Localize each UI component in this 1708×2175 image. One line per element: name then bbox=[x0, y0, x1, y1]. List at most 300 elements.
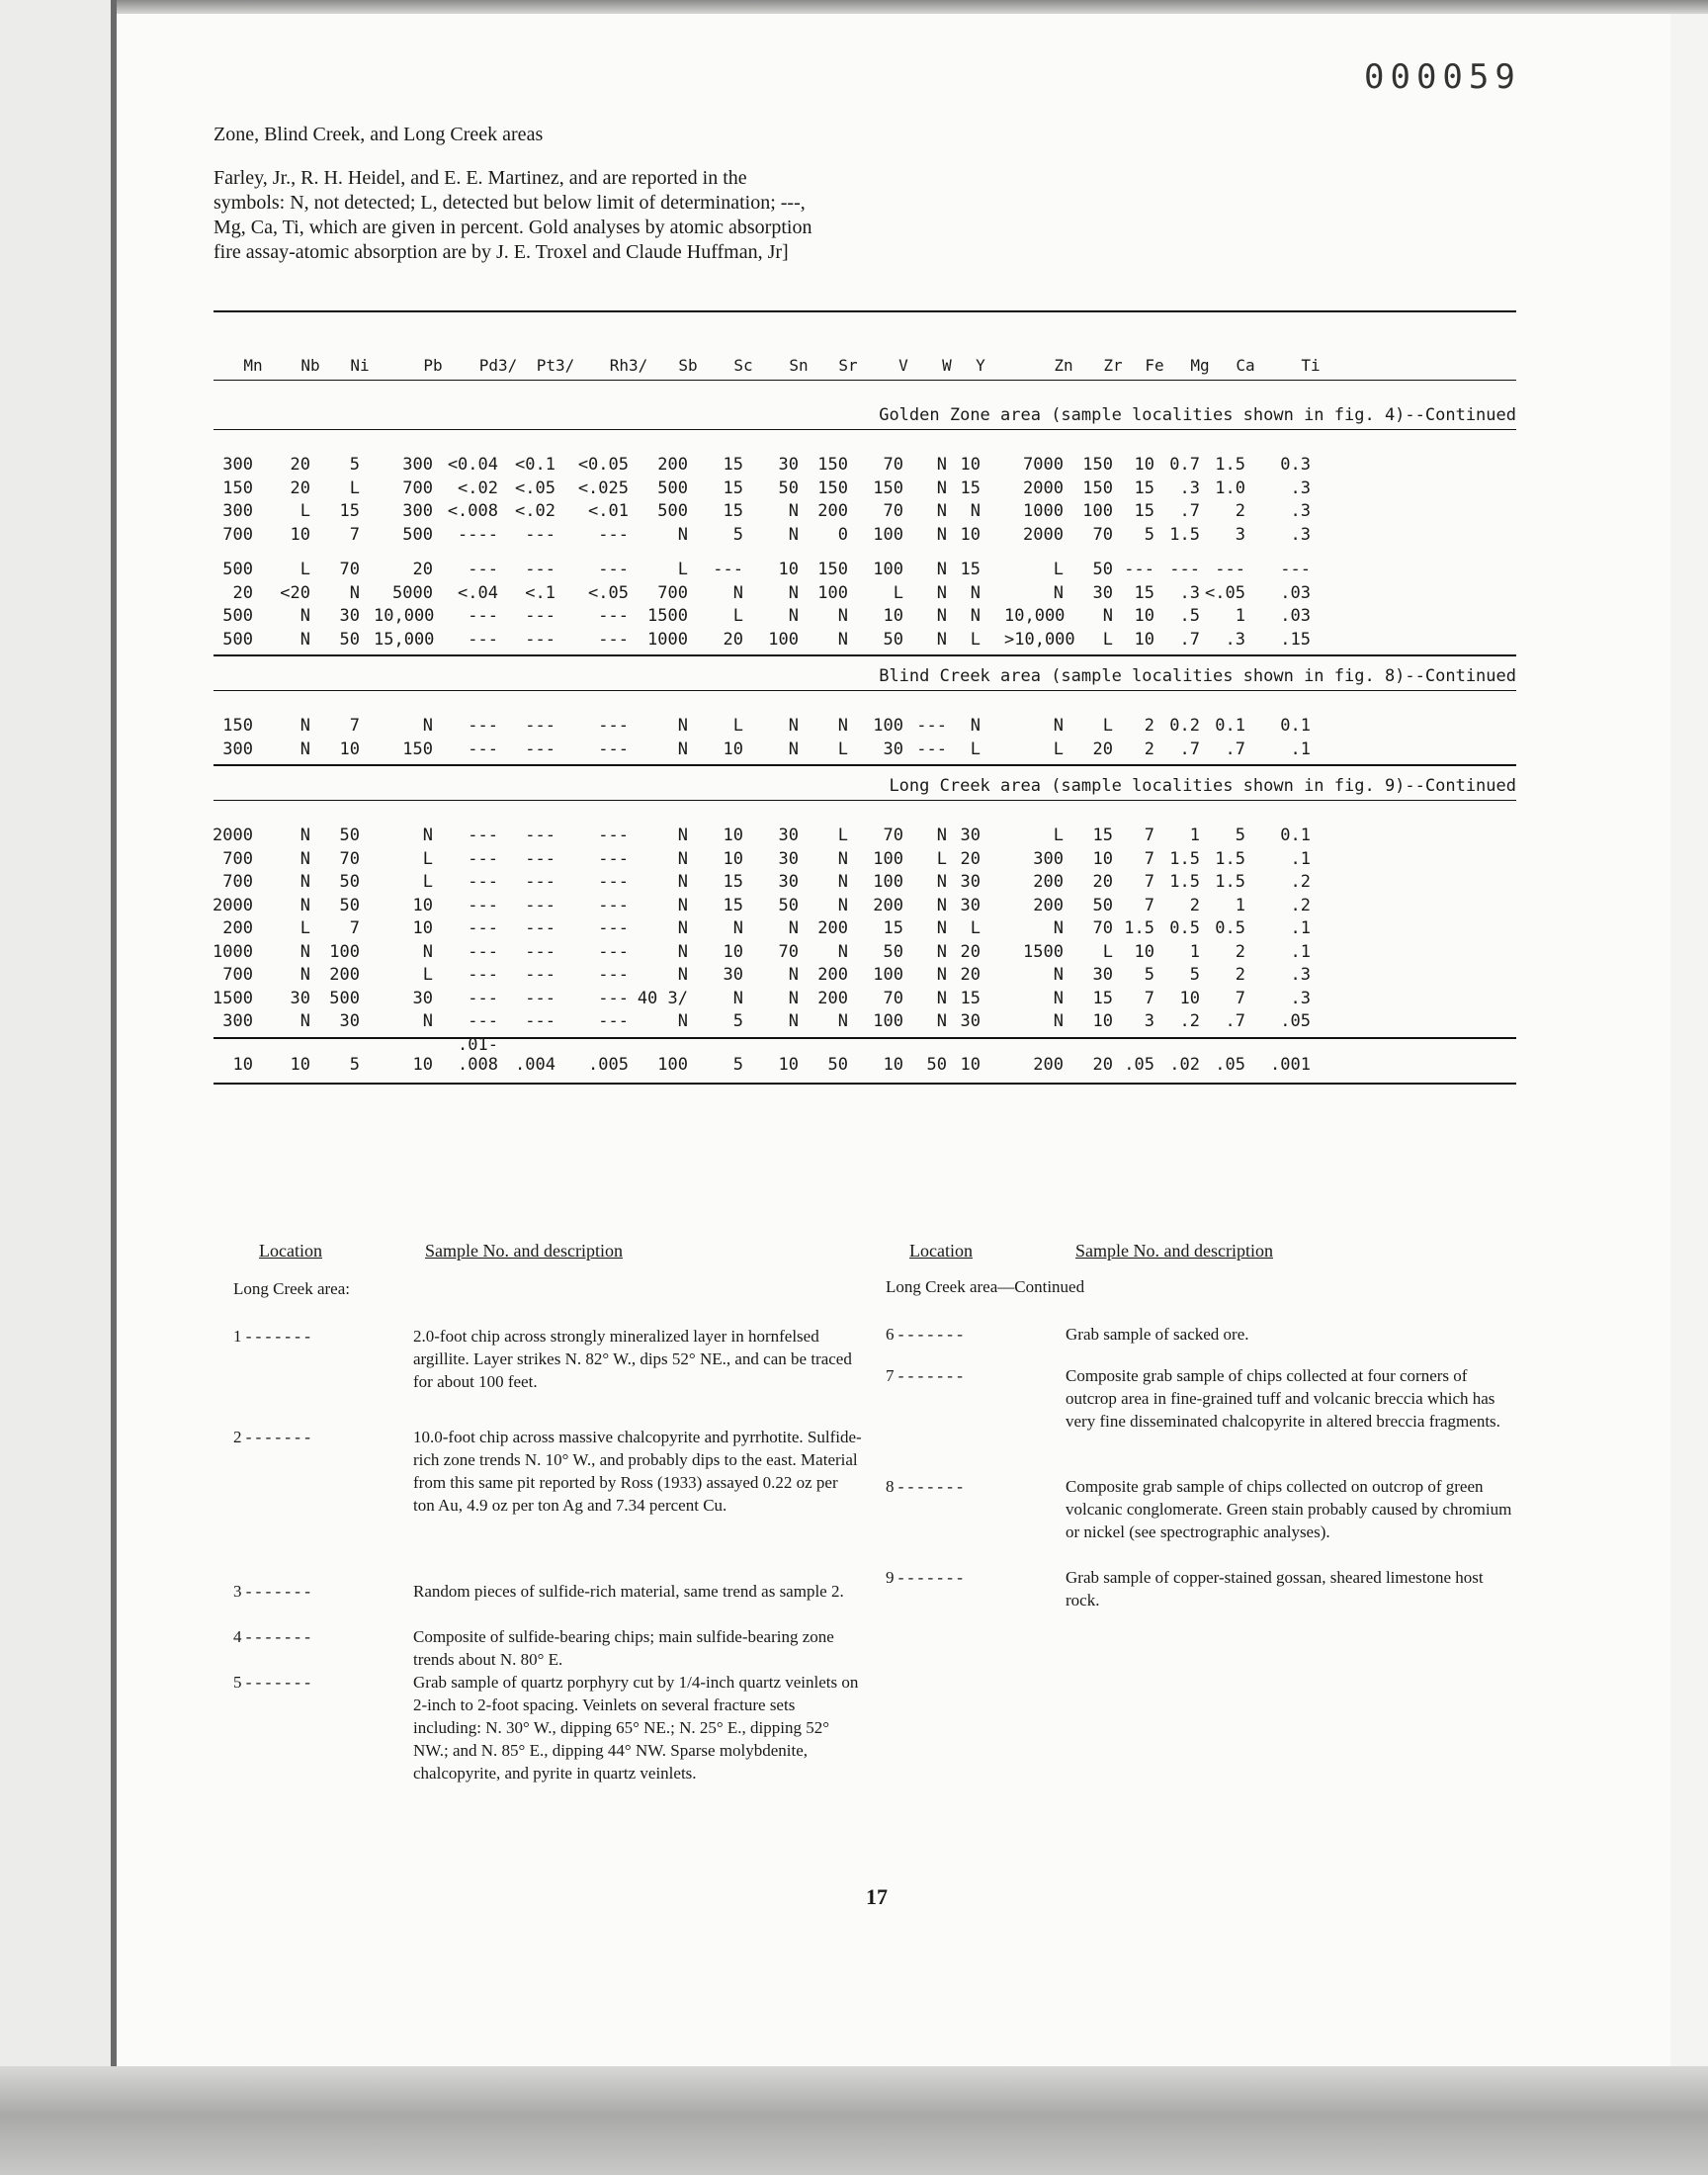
limit-cell: 10 bbox=[960, 1054, 981, 1075]
area-label: Long Creek area—Continued bbox=[886, 1277, 1085, 1296]
column-header-ni: Ni bbox=[350, 356, 370, 375]
table-cell: --- bbox=[598, 560, 629, 579]
table-cell: 15 bbox=[1134, 501, 1154, 521]
table-cell: 100 bbox=[873, 560, 903, 579]
table-cell: N bbox=[422, 1011, 433, 1031]
table-cell: .3 bbox=[1290, 501, 1311, 521]
table-cell: .2 bbox=[1290, 872, 1311, 892]
table-cell: --- bbox=[468, 848, 498, 869]
table-cell: 20 bbox=[290, 455, 310, 475]
table-cell: --- bbox=[598, 826, 629, 845]
table-cell: 2 bbox=[1235, 941, 1245, 962]
table-cell: 20 bbox=[412, 560, 433, 579]
table-cell: N bbox=[936, 629, 947, 650]
header-title: Zone, Blind Creek, and Long Creek areas bbox=[214, 124, 544, 145]
table-cell: .7 bbox=[1225, 1011, 1245, 1031]
table-cell: 300 bbox=[402, 501, 433, 521]
table-cell: --- bbox=[525, 1011, 555, 1031]
page-fold-line bbox=[111, 0, 117, 2086]
table-cell: N bbox=[677, 895, 688, 915]
table-cell: 15 bbox=[1134, 478, 1154, 498]
table-cell: --- bbox=[598, 739, 629, 759]
table-cell: 30 bbox=[778, 848, 799, 869]
table-cell: N bbox=[677, 941, 688, 962]
table-cell: --- bbox=[468, 988, 498, 1008]
table-cell: 10 bbox=[339, 739, 360, 759]
table-cell: L bbox=[299, 501, 310, 521]
table-cell: 500 bbox=[402, 524, 433, 545]
table-cell: <20 bbox=[280, 582, 310, 603]
table-cell: N bbox=[788, 501, 799, 521]
table-cell: 70 bbox=[883, 826, 903, 845]
table-cell: N bbox=[788, 524, 799, 545]
table-cell: 15 bbox=[1092, 826, 1113, 845]
table-cell: 15 bbox=[723, 478, 743, 498]
table-cell: N bbox=[788, 582, 799, 603]
table-cell: 5000 bbox=[392, 582, 433, 603]
table-cell: 500 bbox=[222, 560, 253, 579]
table-cell: N bbox=[677, 965, 688, 985]
table-cell: N bbox=[788, 988, 799, 1008]
table-cell: .1 bbox=[1290, 918, 1311, 938]
column-header-pb: Pb bbox=[423, 356, 443, 375]
table-top-rule bbox=[214, 310, 1516, 312]
table-cell: N bbox=[299, 848, 310, 869]
table-cell: L bbox=[732, 716, 743, 736]
description-header: Sample No. and description bbox=[425, 1241, 623, 1261]
table-cell: 1 bbox=[1235, 606, 1245, 626]
table-cell: --- bbox=[916, 739, 947, 759]
table-cell: 10 bbox=[723, 826, 743, 845]
table-cell: N bbox=[936, 895, 947, 915]
table-cell: 10 bbox=[723, 941, 743, 962]
note-text: Grab sample of sacked ore. bbox=[1066, 1325, 1249, 1344]
table-cell: .7 bbox=[1225, 739, 1245, 759]
table-cell: N bbox=[970, 606, 981, 626]
table-rule bbox=[214, 800, 1516, 801]
note-number: 3 - - - - - - - bbox=[233, 1582, 310, 1601]
table-cell: --- bbox=[1124, 560, 1154, 579]
table-cell: --- bbox=[468, 1011, 498, 1031]
table-cell: 3 bbox=[1144, 1011, 1154, 1031]
table-cell: 7 bbox=[349, 524, 360, 545]
table-cell: 1.5 bbox=[1169, 848, 1200, 869]
table-cell: N bbox=[677, 872, 688, 892]
header-paragraph bbox=[214, 166, 1103, 265]
table-cell: 30 bbox=[1092, 582, 1113, 603]
limit-cell: .05 bbox=[1215, 1054, 1245, 1075]
table-cell: <.05 bbox=[1205, 582, 1245, 603]
table-cell: 7 bbox=[1144, 988, 1154, 1008]
table-cell: N bbox=[936, 582, 947, 603]
table-cell: 0 bbox=[837, 524, 848, 545]
table-cell: 150 bbox=[873, 478, 903, 498]
table-cell: 15 bbox=[723, 501, 743, 521]
table-cell: N bbox=[788, 716, 799, 736]
table-cell: 50 bbox=[339, 895, 360, 915]
table-cell: 30 bbox=[778, 826, 799, 845]
table-cell: --- bbox=[598, 524, 629, 545]
table-cell: 200 bbox=[329, 965, 360, 985]
table-cell: 1 bbox=[1235, 895, 1245, 915]
table-cell: 30 bbox=[339, 1011, 360, 1031]
table-cell: N bbox=[677, 1011, 688, 1031]
table-cell: 5 bbox=[732, 524, 743, 545]
table-cell: <.01 bbox=[588, 501, 629, 521]
table-cell: 20 bbox=[1092, 739, 1113, 759]
table-cell: 1500 bbox=[1023, 941, 1064, 962]
limit-cell: 10 bbox=[232, 1054, 253, 1075]
table-cell: 100 bbox=[817, 582, 848, 603]
table-cell: N bbox=[732, 988, 743, 1008]
table-cell: 2 bbox=[1189, 895, 1200, 915]
table-cell: L bbox=[422, 848, 433, 869]
table-cell: 10 bbox=[960, 524, 981, 545]
table-cell: 5 bbox=[349, 455, 360, 475]
note-text: Composite grab sample of chips collected on outcrop of green volcanic conglomerate. Green stain probably caused by chromium or nickel (see spectrographic analyses). bbox=[1066, 1477, 1512, 1541]
table-cell: 200 bbox=[817, 988, 848, 1008]
column-header-ti: Ti bbox=[1301, 356, 1321, 375]
table-cell: 10 bbox=[723, 848, 743, 869]
table-cell: 20 bbox=[290, 478, 310, 498]
table-cell: 10 bbox=[412, 918, 433, 938]
limit-cell: .008 bbox=[458, 1054, 498, 1075]
table-cell: 1000 bbox=[647, 629, 688, 650]
table-cell: N bbox=[349, 582, 360, 603]
table-cell: N bbox=[837, 848, 848, 869]
table-cell: .15 bbox=[1280, 629, 1311, 650]
note-number: 8 - - - - - - - bbox=[886, 1477, 963, 1496]
table-cell: N bbox=[936, 988, 947, 1008]
table-cell: 15,000 bbox=[374, 629, 435, 650]
column-header-mg: Mg bbox=[1190, 356, 1210, 375]
table-cell: N bbox=[299, 629, 310, 650]
table-cell: N bbox=[1053, 965, 1064, 985]
table-cell: N bbox=[936, 560, 947, 579]
table-cell: N bbox=[299, 895, 310, 915]
table-cell: --- bbox=[598, 941, 629, 962]
table-cell: N bbox=[837, 895, 848, 915]
description-header: Sample No. and description bbox=[1075, 1241, 1273, 1261]
table-cell: <.05 bbox=[588, 582, 629, 603]
table-cell: 30 bbox=[1092, 965, 1113, 985]
limit-cell: 50 bbox=[827, 1054, 848, 1075]
column-header-nb: Nb bbox=[300, 356, 320, 375]
table-cell: --- bbox=[598, 872, 629, 892]
table-cell: N bbox=[788, 918, 799, 938]
note-number: 9 - - - - - - - bbox=[886, 1568, 963, 1587]
note-number: 5 - - - - - - - bbox=[233, 1673, 310, 1692]
table-cell: 7000 bbox=[1023, 455, 1064, 475]
table-cell: N bbox=[970, 716, 981, 736]
table-cell: 1.5 bbox=[1215, 872, 1245, 892]
table-cell: N bbox=[837, 629, 848, 650]
table-cell: L bbox=[422, 965, 433, 985]
table-cell: N bbox=[299, 826, 310, 845]
table-cell: N bbox=[837, 716, 848, 736]
table-cell: 500 bbox=[329, 988, 360, 1008]
table-cell: 30 bbox=[412, 988, 433, 1008]
table-cell: 20 bbox=[960, 941, 981, 962]
column-header-w: W bbox=[942, 356, 952, 375]
table-cell: L bbox=[970, 918, 981, 938]
table-cell: L bbox=[299, 918, 310, 938]
table-cell: 200 bbox=[817, 501, 848, 521]
table-cell: 50 bbox=[339, 872, 360, 892]
section-title: Blind Creek area (sample localities shown in fig. 8)--Continued bbox=[879, 666, 1516, 686]
table-cell: <.025 bbox=[577, 478, 629, 498]
limit-cell: 100 bbox=[657, 1054, 688, 1075]
table-cell: 30 bbox=[883, 739, 903, 759]
table-cell: 30 bbox=[960, 895, 981, 915]
table-cell: --- bbox=[525, 606, 555, 626]
table-rule bbox=[214, 1083, 1516, 1085]
header-line: Farley, Jr., R. H. Heidel, and E. E. Martinez, and are reported in the bbox=[214, 167, 747, 189]
table-cell: N bbox=[788, 1011, 799, 1031]
table-cell: N bbox=[936, 478, 947, 498]
table-cell: 15 bbox=[723, 455, 743, 475]
table-cell: 150 bbox=[222, 478, 253, 498]
table-cell: N bbox=[1053, 918, 1064, 938]
note-text: Random pieces of sulfide-rich material, same trend as sample 2. bbox=[413, 1582, 844, 1601]
table-cell: 15 bbox=[960, 988, 981, 1008]
table-cell: 30 bbox=[960, 826, 981, 845]
table-cell: <.05 bbox=[515, 478, 555, 498]
table-cell: N bbox=[732, 582, 743, 603]
table-cell: 0.1 bbox=[1215, 716, 1245, 736]
scan-bottom-edge bbox=[0, 2066, 1708, 2175]
table-cell: --- bbox=[598, 716, 629, 736]
table-cell: --- bbox=[598, 988, 629, 1008]
table-cell: 10 bbox=[1134, 455, 1154, 475]
table-cell: --- bbox=[598, 918, 629, 938]
table-cell: 30 bbox=[960, 872, 981, 892]
table-cell: 70 bbox=[883, 455, 903, 475]
column-header-sc: Sc bbox=[733, 356, 753, 375]
table-cell: 70 bbox=[1092, 918, 1113, 938]
analysis-table bbox=[214, 326, 1516, 1137]
table-cell: >10,000 bbox=[1004, 629, 1075, 650]
table-cell: 10 bbox=[883, 606, 903, 626]
table-cell: L bbox=[970, 739, 981, 759]
table-cell: 2000 bbox=[1023, 478, 1064, 498]
limit-cell: 10 bbox=[290, 1054, 310, 1075]
table-cell: .7 bbox=[1179, 739, 1200, 759]
table-cell: 100 bbox=[873, 848, 903, 869]
limit-cell: .001 bbox=[1270, 1054, 1311, 1075]
limit-cell: 50 bbox=[926, 1054, 947, 1075]
table-cell: 700 bbox=[222, 848, 253, 869]
limit-cell: .05 bbox=[1124, 1054, 1154, 1075]
table-cell: 10 bbox=[960, 455, 981, 475]
table-cell: L bbox=[837, 739, 848, 759]
column-header-ca: Ca bbox=[1236, 356, 1255, 375]
limit-cell: 5 bbox=[732, 1054, 743, 1075]
table-cell: 150 bbox=[222, 716, 253, 736]
table-cell: 100 bbox=[873, 716, 903, 736]
table-cell: --- bbox=[525, 941, 555, 962]
table-cell: 30 bbox=[960, 1011, 981, 1031]
table-cell: 10 bbox=[1092, 848, 1113, 869]
table-cell: 30 bbox=[290, 988, 310, 1008]
scan-left-margin bbox=[0, 0, 111, 2066]
table-cell: 10 bbox=[1134, 941, 1154, 962]
table-cell: 15 bbox=[339, 501, 360, 521]
table-cell: N bbox=[422, 826, 433, 845]
table-cell: N bbox=[299, 941, 310, 962]
limit-cell-upper: .01- bbox=[458, 1034, 498, 1055]
table-cell: --- bbox=[1215, 560, 1245, 579]
table-cell: 150 bbox=[1082, 455, 1113, 475]
table-cell: 150 bbox=[817, 560, 848, 579]
table-cell: 15 bbox=[960, 560, 981, 579]
table-cell: 10,000 bbox=[374, 606, 435, 626]
table-cell: --- bbox=[468, 606, 498, 626]
table-cell: N bbox=[936, 1011, 947, 1031]
table-cell: 700 bbox=[402, 478, 433, 498]
table-cell: 10 bbox=[723, 739, 743, 759]
table-rule bbox=[214, 429, 1516, 430]
table-cell: 70 bbox=[1092, 524, 1113, 545]
table-cell: 70 bbox=[778, 941, 799, 962]
table-cell: .1 bbox=[1290, 941, 1311, 962]
table-cell: 7 bbox=[349, 918, 360, 938]
table-cell: --- bbox=[525, 716, 555, 736]
table-cell: N bbox=[970, 582, 981, 603]
table-cell: <0.05 bbox=[577, 455, 629, 475]
table-cell: 30 bbox=[339, 606, 360, 626]
note-number: 4 - - - - - - - bbox=[233, 1627, 310, 1646]
table-cell: ---- bbox=[458, 524, 498, 545]
note-number: 6 - - - - - - - bbox=[886, 1325, 963, 1344]
table-cell: 7 bbox=[1144, 872, 1154, 892]
table-cell: --- bbox=[598, 965, 629, 985]
table-cell: N bbox=[936, 524, 947, 545]
table-cell: 2 bbox=[1235, 501, 1245, 521]
table-cell: 100 bbox=[1082, 501, 1113, 521]
table-cell: N bbox=[936, 941, 947, 962]
table-cell: 1 bbox=[1189, 826, 1200, 845]
table-cell: .2 bbox=[1179, 1011, 1200, 1031]
limit-cell: 10 bbox=[778, 1054, 799, 1075]
table-cell: N bbox=[788, 606, 799, 626]
table-cell: --- bbox=[525, 848, 555, 869]
header-line: fire assay-atomic absorption are by J. E. Troxel and Claude Huffman, Jr] bbox=[214, 241, 789, 263]
table-cell: 50 bbox=[778, 895, 799, 915]
table-cell: .3 bbox=[1225, 629, 1245, 650]
table-cell: 2 bbox=[1235, 965, 1245, 985]
table-cell: .3 bbox=[1290, 988, 1311, 1008]
column-header-pd: Pd3/ bbox=[478, 356, 518, 375]
table-cell: --- bbox=[525, 965, 555, 985]
table-cell: 700 bbox=[222, 524, 253, 545]
table-cell: 200 bbox=[873, 895, 903, 915]
table-cell: 2 bbox=[1144, 739, 1154, 759]
table-cell: N bbox=[299, 716, 310, 736]
note-number: 2 - - - - - - - bbox=[233, 1428, 310, 1446]
table-cell: 50 bbox=[339, 629, 360, 650]
table-cell: N bbox=[936, 965, 947, 985]
table-cell: 500 bbox=[657, 478, 688, 498]
table-cell: --- bbox=[525, 524, 555, 545]
table-cell: L bbox=[837, 826, 848, 845]
table-cell: --- bbox=[468, 739, 498, 759]
table-cell: 150 bbox=[817, 478, 848, 498]
table-cell: 5 bbox=[1189, 965, 1200, 985]
table-cell: 10 bbox=[1092, 1011, 1113, 1031]
table-cell: L bbox=[422, 872, 433, 892]
table-cell: 2000 bbox=[213, 826, 253, 845]
column-header-sr: Sr bbox=[838, 356, 858, 375]
column-header-mn: Mn bbox=[243, 356, 263, 375]
table-cell: 300 bbox=[222, 1011, 253, 1031]
table-cell: 200 bbox=[1033, 872, 1064, 892]
table-cell: 500 bbox=[222, 606, 253, 626]
table-cell: 50 bbox=[339, 826, 360, 845]
limit-cell: 200 bbox=[1033, 1054, 1064, 1075]
table-cell: 100 bbox=[873, 872, 903, 892]
table-cell: 300 bbox=[222, 739, 253, 759]
table-cell: L bbox=[1053, 826, 1064, 845]
table-cell: 200 bbox=[1033, 895, 1064, 915]
table-cell: N bbox=[936, 872, 947, 892]
table-cell: .3 bbox=[1179, 582, 1200, 603]
table-cell: L bbox=[1053, 739, 1064, 759]
table-cell: 150 bbox=[817, 455, 848, 475]
table-cell: 10 bbox=[778, 560, 799, 579]
table-cell: 300 bbox=[222, 501, 253, 521]
table-cell: .5 bbox=[1179, 606, 1200, 626]
limit-cell: 20 bbox=[1092, 1054, 1113, 1075]
table-cell: --- bbox=[598, 629, 629, 650]
table-cell: 200 bbox=[222, 918, 253, 938]
table-cell: --- bbox=[468, 560, 498, 579]
table-cell: 15 bbox=[883, 918, 903, 938]
table-cell: 200 bbox=[817, 965, 848, 985]
table-cell: N bbox=[299, 606, 310, 626]
table-cell: --- bbox=[468, 872, 498, 892]
table-rule bbox=[214, 690, 1516, 691]
table-cell: N bbox=[677, 524, 688, 545]
table-cell: --- bbox=[525, 826, 555, 845]
table-cell: 15 bbox=[1134, 582, 1154, 603]
table-cell: <.1 bbox=[525, 582, 555, 603]
table-cell: 1.5 bbox=[1169, 872, 1200, 892]
note-text: 10.0-foot chip across massive chalcopyrite and pyrrhotite. Sulfide-rich zone trends N. 10° W., and probably dips to the east. Material from this same pit reported by Ross (1933) assayed 0.22 oz per ton Au, 4.9 oz per ton Ag and 7.34 percent Cu. bbox=[413, 1428, 862, 1515]
table-cell: --- bbox=[468, 965, 498, 985]
column-header-fe: Fe bbox=[1145, 356, 1164, 375]
column-header-rh: Rh3/ bbox=[609, 356, 648, 375]
table-cell: .2 bbox=[1290, 895, 1311, 915]
table-cell: N bbox=[1053, 1011, 1064, 1031]
table-cell: --- bbox=[468, 941, 498, 962]
table-cell: 700 bbox=[222, 872, 253, 892]
table-cell: 30 bbox=[778, 872, 799, 892]
table-cell: 10 bbox=[412, 895, 433, 915]
table-cell: N bbox=[422, 941, 433, 962]
table-cell: N bbox=[936, 501, 947, 521]
note-text: Composite of sulfide-bearing chips; main sulfide-bearing zone trends about N. 80° E. bbox=[413, 1627, 834, 1669]
table-cell: --- bbox=[525, 629, 555, 650]
limit-cell: .005 bbox=[588, 1054, 629, 1075]
table-cell: 10,000 bbox=[1004, 606, 1066, 626]
table-cell: 70 bbox=[883, 501, 903, 521]
table-cell: 1 bbox=[1189, 941, 1200, 962]
table-cell: 150 bbox=[402, 739, 433, 759]
table-cell: 50 bbox=[1092, 895, 1113, 915]
table-cell: 500 bbox=[657, 501, 688, 521]
table-cell: 2000 bbox=[213, 895, 253, 915]
